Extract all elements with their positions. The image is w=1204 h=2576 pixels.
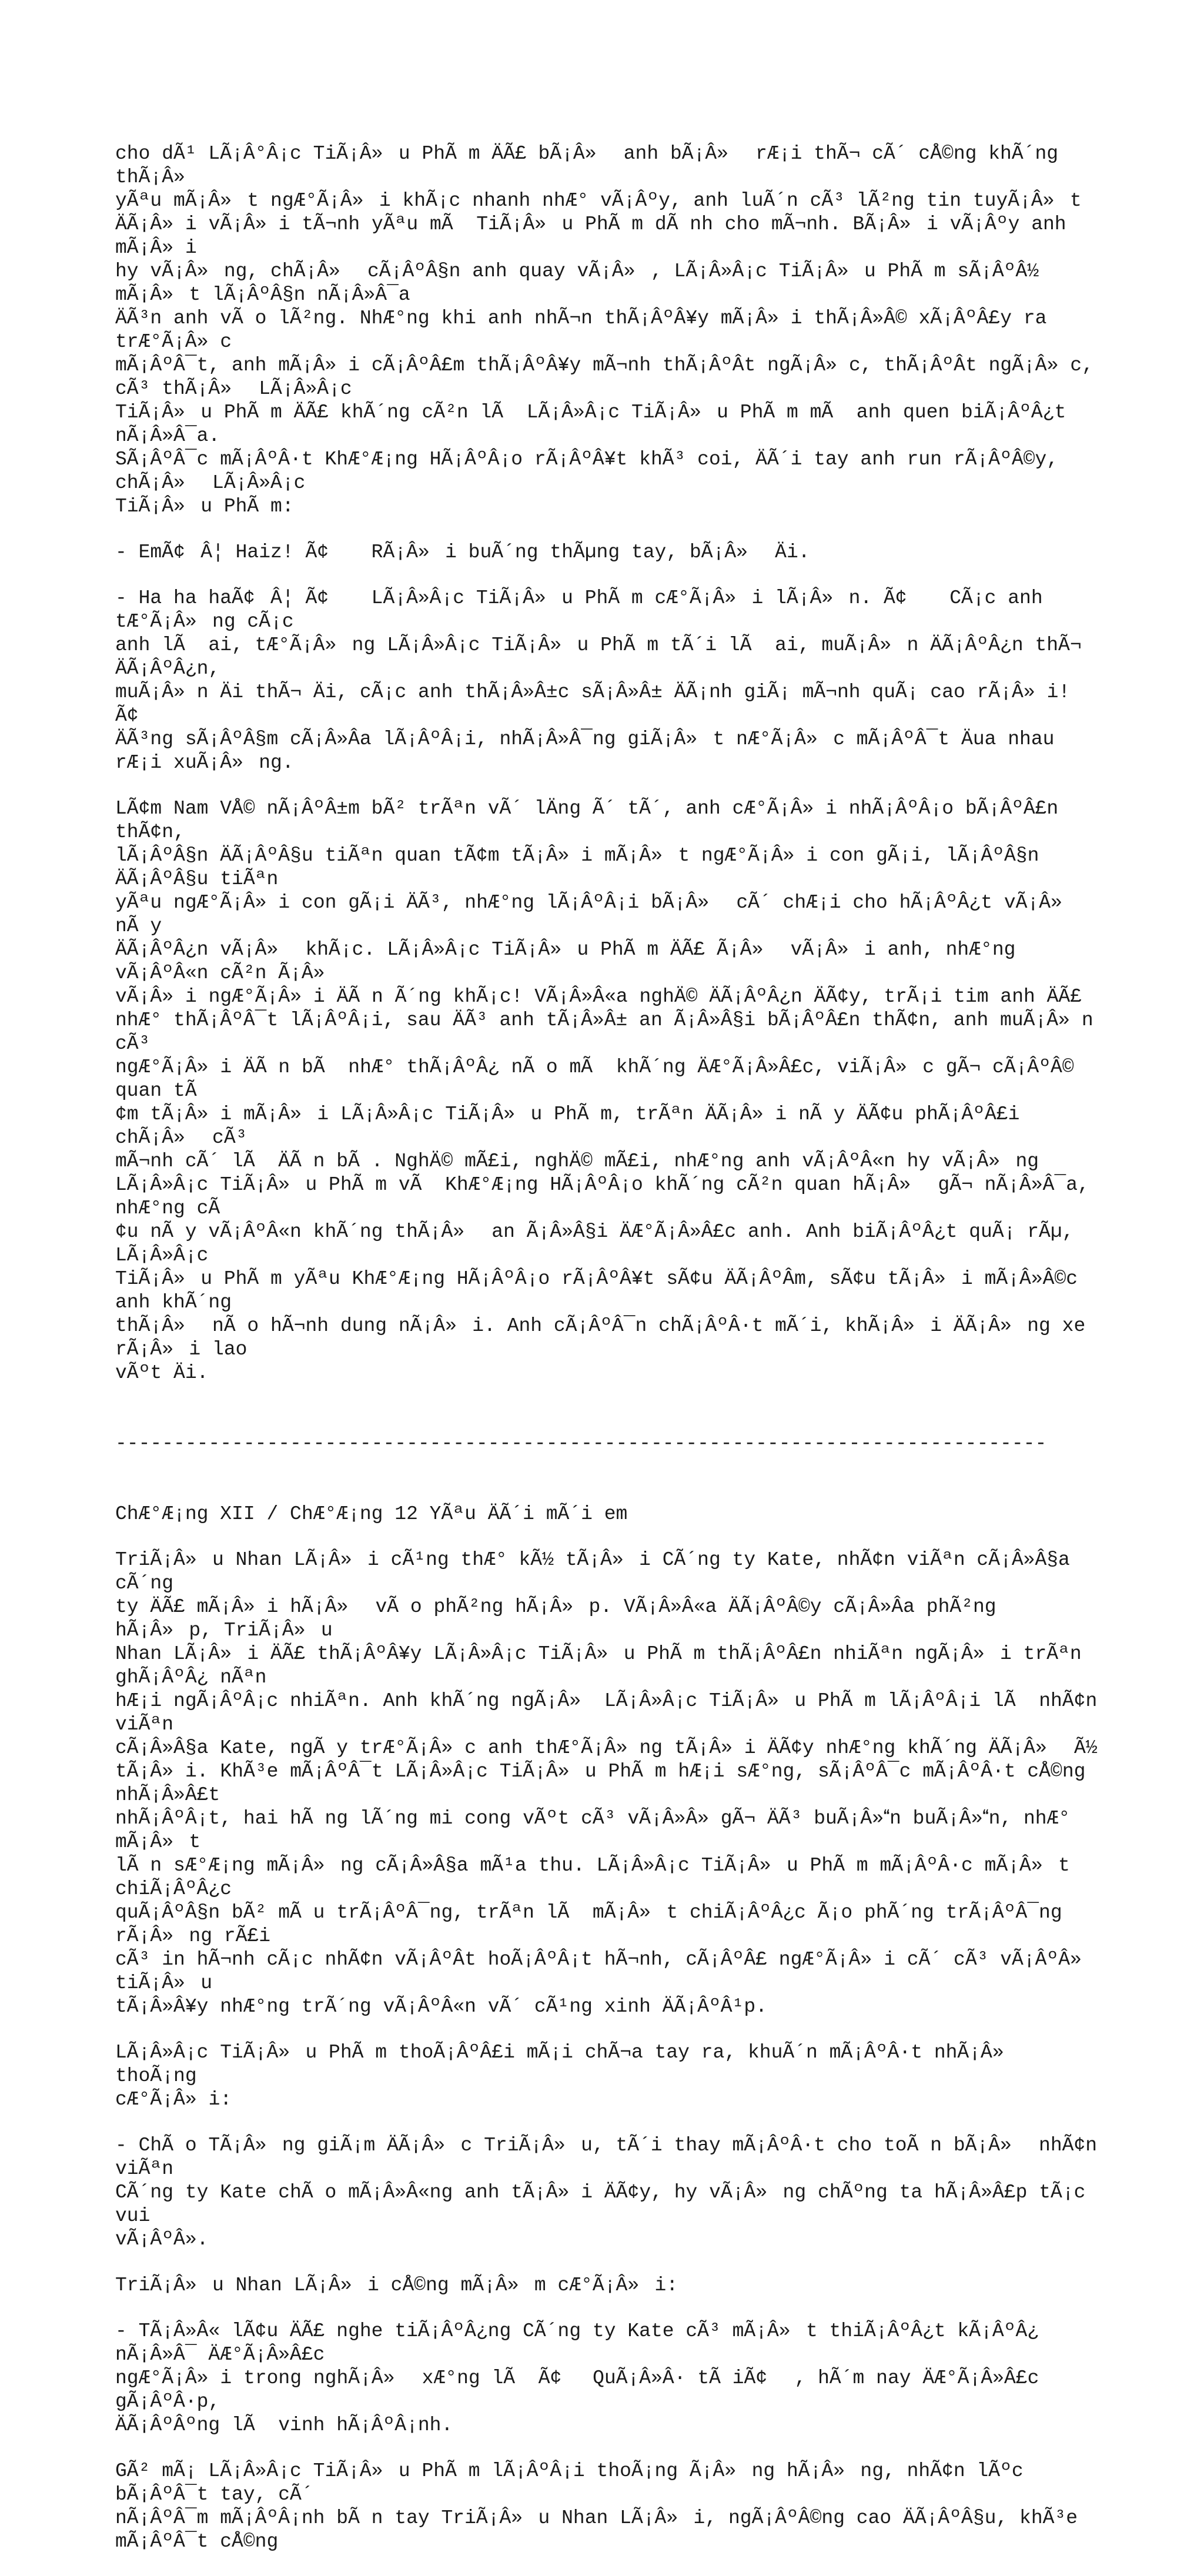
section-separator: -------------------------------------------------------------------------------- [115,1433,1047,1454]
document-page [115,142,1103,2576]
dialogue-line: - EmÃ¢Â¦ Haiz! Ã¢ RÃ¡Â»i buÃ´ng thÃµng tay, bÃ¡Â» Äi. [115,541,810,563]
dialogue-line: - Ha ha haÃ¢Â¦ Ã¢ LÃ¡Â»Â¡c TiÃ¡Â»u PhÃ m cÆ°Ã¡Â»i lÃ¡Â»n. Ã¢ CÃ¡c anh tÆ°Ã¡Â»ng cÃ¡c anh lÃ ai, tÆ°Ã¡Â»ng LÃ¡Â»Â¡c TiÃ¡Â»u PhÃ m tÃ´i lÃ ai, muÃ¡Â»n ÄÃ¡ÂºÂ¿n thÃ¬ ÄÃ¡ÂºÂ¿n, muÃ¡Â»n Äi thÃ¬ Äi, cÃ¡c anh thÃ¡Â»Â±c sÃ¡Â»Â± ÄÃ¡nh giÃ¡ mÃ¬nh quÃ¡ cao rÃ¡Â»i! Ã¢ ÄÃ³ng sÃ¡ÂºÂ§m cÃ¡Â»Âa lÃ¡ÂºÂ¡i, nhÃ¡Â»Â¯ng giÃ¡Â»t nÆ°Ã¡Â»c mÃ¡ÂºÂ¯t Äua nhau rÆ¡i xuÃ¡Â»ng. [115,587,1082,774]
paragraph: GÃ² mÃ¡ LÃ¡Â»Â¡c TiÃ¡Â»u PhÃ m lÃ¡ÂºÂ¡i thoÃ¡ng Ã¡Â»ng hÃ¡Â»ng, nhÃ¢n lÃºc bÃ¡ÂºÂ¯t tay, cÃ´ nÃ¡ÂºÂ¯m mÃ¡ÂºÂ¡nh bÃ n tay TriÃ¡Â»u Nhan LÃ¡Â»i, ngÃ¡ÂºÂ©ng cao ÄÃ¡ÂºÂ§u, khÃ³e mÃ¡ÂºÂ¯t cÅ©ng [115,2460,1078,2552]
paragraph: TriÃ¡Â»u Nhan LÃ¡Â»i cÅ©ng mÃ¡Â»m cÆ°Ã¡Â»i: [115,2274,678,2296]
paragraph: LÃ¢m Nam VÅ© nÃ¡ÂºÂ±m bÃ² trÃªn vÃ´ lÄng Ã´ tÃ´, anh cÆ°Ã¡Â»i nhÃ¡ÂºÂ¡o bÃ¡ÂºÂ£n thÃ¢n, lÃ¡ÂºÂ§n ÄÃ¡ÂºÂ§u tiÃªn quan tÃ¢m tÃ¡Â»i mÃ¡Â»t ngÆ°Ã¡Â»i con gÃ¡i, lÃ¡ÂºÂ§n ÄÃ¡ÂºÂ§u tiÃªn yÃªu ngÆ°Ã¡Â»i con gÃ¡i ÄÃ³, nhÆ°ng lÃ¡ÂºÂ¡i bÃ¡Â» cÃ´ chÆ¡i cho hÃ¡ÂºÂ¿t vÃ¡Â» nÃ y ÄÃ¡ÂºÂ¿n vÃ¡Â» khÃ¡c. LÃ¡Â»Â¡c TiÃ¡Â»u PhÃ m ÄÃ£ Ã¡Â» vÃ¡Â»i anh, nhÆ°ng vÃ¡ÂºÂ«n cÃ²n Ã¡Â» vÃ¡Â»i ngÆ°Ã¡Â»i ÄÃ n Ã´ng khÃ¡c! VÃ¡Â»Â«a nghÄ© ÄÃ¡ÂºÂ¿n ÄÃ¢y, trÃ¡i tim anh ÄÃ£ nhÆ° thÃ¡ÂºÂ¯t lÃ¡ÂºÂ¡i, sau ÄÃ³ anh tÃ¡Â»Â± an Ã¡Â»Â§i bÃ¡ÂºÂ£n thÃ¢n, anh muÃ¡Â»n cÃ³ ngÆ°Ã¡Â»i ÄÃ n bÃ nhÆ° thÃ¡ÂºÂ¿ nÃ o mÃ khÃ´ng ÄÆ°Ã¡Â»Â£c, viÃ¡Â»c gÃ¬ cÃ¡ÂºÂ© quan tÃ ¢m tÃ¡Â»i mÃ¡Â»i LÃ¡Â»Â¡c TiÃ¡Â»u PhÃ m, trÃªn ÄÃ¡Â»i nÃ y ÄÃ¢u phÃ¡ÂºÂ£i chÃ¡Â» cÃ³ mÃ¬nh cÃ´ lÃ ÄÃ n bÃ . NghÄ© mÃ£i, nghÄ© mÃ£i, nhÆ°ng anh vÃ¡ÂºÂ«n hy vÃ¡Â»ng LÃ¡Â»Â¡c TiÃ¡Â»u PhÃ m vÃ KhÆ°Æ¡ng HÃ¡ÂºÂ¡o khÃ´ng cÃ²n quan hÃ¡Â» gÃ¬ nÃ¡Â»Â¯a, nhÆ°ng cÃ ¢u nÃ y vÃ¡ÂºÂ«n khÃ´ng thÃ¡Â» an Ã¡Â»Â§i ÄÆ°Ã¡Â»Â£c anh. Anh biÃ¡ÂºÂ¿t quÃ¡ rÃµ, LÃ¡Â»Â¡c TiÃ¡Â»u PhÃ m yÃªu KhÆ°Æ¡ng HÃ¡ÂºÂ¡o rÃ¡ÂºÂ¥t sÃ¢u ÄÃ¡ÂºÂm, sÃ¢u tÃ¡Â»i mÃ¡Â»Â©c anh khÃ´ng thÃ¡Â» nÃ o hÃ¬nh dung nÃ¡Â»i. Anh cÃ¡ÂºÂ¯n chÃ¡ÂºÂ·t mÃ´i, khÃ¡Â»i ÄÃ¡Â»ng xe rÃ¡Â»i lao vÃºt Äi. [115,798,1093,1384]
paragraph: cho dÃ¹ LÃ¡Â°Â¡c TiÃ¡Â»u PhÃ m ÄÃ£ bÃ¡Â» anh bÃ¡Â» rÆ¡i thÃ¬ cÃ´ cÅ©ng khÃ´ng thÃ¡Â» yÃªu mÃ¡Â»t ngÆ°Ã¡Â»i khÃ¡c nhanh nhÆ° vÃ¡Âºy, anh luÃ´n cÃ³ lÃ²ng tin tuyÃ¡Â»t ÄÃ¡Â»i vÃ¡Â»i tÃ¬nh yÃªu mÃ TiÃ¡Â»u PhÃ m dÃ nh cho mÃ¬nh. BÃ¡Â»i vÃ¡Âºy anh mÃ¡Â»i hy vÃ¡Â»ng, chÃ¡Â» cÃ¡ÂºÂ§n anh quay vÃ¡Â», LÃ¡Â»Â¡c TiÃ¡Â»u PhÃ m sÃ¡ÂºÂ½ mÃ¡Â»t lÃ¡ÂºÂ§n nÃ¡Â»Â¯a ÄÃ³n anh vÃ o lÃ²ng. NhÆ°ng khi anh nhÃ¬n thÃ¡ÂºÂ¥y mÃ¡Â»i thÃ¡Â»Â© xÃ¡ÂºÂ£y ra trÆ°Ã¡Â»c mÃ¡ÂºÂ¯t, anh mÃ¡Â»i cÃ¡ÂºÂ£m thÃ¡ÂºÂ¥y mÃ¬nh thÃ¡ÂºÂt ngÃ¡Â»c, thÃ¡ÂºÂt ngÃ¡Â»c, cÃ³ thÃ¡Â» LÃ¡Â»Â¡c TiÃ¡Â»u PhÃ m ÄÃ£ khÃ´ng cÃ²n lÃ LÃ¡Â»Â¡c TiÃ¡Â»u PhÃ m mÃ anh quen biÃ¡ÂºÂ¿t nÃ¡Â»Â¯a. SÃ¡ÂºÂ¯c mÃ¡ÂºÂ·t KhÆ°Æ¡ng HÃ¡ÂºÂ¡o rÃ¡ÂºÂ¥t khÃ³ coi, ÄÃ´i tay anh run rÃ¡ÂºÂ©y, chÃ¡Â» LÃ¡Â»Â¡c TiÃ¡Â»u PhÃ m: [115,143,1094,517]
paragraph: LÃ¡Â»Â¡c TiÃ¡Â»u PhÃ m thoÃ¡ÂºÂ£i mÃ¡i chÃ¬a tay ra, khuÃ´n mÃ¡ÂºÂ·t nhÃ¡Â» thoÃ¡ng cÆ°Ã¡Â»i: [115,2042,1020,2110]
paragraph: TriÃ¡Â»u Nhan LÃ¡Â»i cÃ¹ng thÆ° kÃ½ tÃ¡Â»i CÃ´ng ty Kate, nhÃ¢n viÃªn cÃ¡Â»Â§a cÃ´ng ty ÄÃ£ mÃ¡Â»i hÃ¡Â» vÃ o phÃ²ng hÃ¡Â»p. VÃ¡Â»Â«a ÄÃ¡ÂºÂ©y cÃ¡Â»Âa phÃ²ng hÃ¡Â»p, TriÃ¡Â»u Nhan LÃ¡Â»i ÄÃ£ thÃ¡ÂºÂ¥y LÃ¡Â»Â¡c TiÃ¡Â»u PhÃ m thÃ¡ÂºÂ£n nhiÃªn ngÃ¡Â»i trÃªn ghÃ¡ÂºÂ¿ nÃªn hÆ¡i ngÃ¡ÂºÂ¡c nhiÃªn. Anh khÃ´ng ngÃ¡Â» LÃ¡Â»Â¡c TiÃ¡Â»u PhÃ m lÃ¡ÂºÂ¡i lÃ nhÃ¢n viÃªn cÃ¡Â»Â§a Kate, ngÃ y trÆ°Ã¡Â»c anh thÆ°Ã¡Â»ng tÃ¡Â»i ÄÃ¢y nhÆ°ng khÃ´ng ÄÃ¡Â» Ã½ tÃ¡Â»i. KhÃ³e mÃ¡ÂºÂ¯t LÃ¡Â»Â¡c TiÃ¡Â»u PhÃ m hÆ¡i sÆ°ng, sÃ¡ÂºÂ¯c mÃ¡ÂºÂ·t cÅ©ng nhÃ¡Â»Â£t nhÃ¡ÂºÂ¡t, hai hÃ ng lÃ´ng mi cong vÃºt cÃ³ vÃ¡Â»Â» gÃ¬ ÄÃ³ buÃ¡Â»n buÃ¡Â»n, nhÆ° mÃ¡Â»t lÃ n sÆ°Æ¡ng mÃ¡Â»ng cÃ¡Â»Â§a mÃ¹a thu. LÃ¡Â»Â¡c TiÃ¡Â»u PhÃ m mÃ¡ÂºÂ·c mÃ¡Â»t chiÃ¡ÂºÂ¿c quÃ¡ÂºÂ§n bÃ² mÃ u trÃ¡ÂºÂ¯ng, trÃªn lÃ mÃ¡Â»t chiÃ¡ÂºÂ¿c Ã¡o phÃ´ng trÃ¡ÂºÂ¯ng rÃ¡Â»ng rÃ£i cÃ³ in hÃ¬nh cÃ¡c nhÃ¢n vÃ¡ÂºÂt hoÃ¡ÂºÂ¡t hÃ¬nh, cÃ¡ÂºÂ£ ngÆ°Ã¡Â»i cÃ´ cÃ³ vÃ¡ÂºÂ» tiÃ¡Â»u tÃ¡Â»Â¥y nhÆ°ng trÃ´ng vÃ¡ÂºÂ«n vÃ´ cÃ¹ng xinh ÄÃ¡ÂºÂ¹p. [115,1549,1098,2018]
chapter-title: ChÆ°Æ¡ng XII / ChÆ°Æ¡ng 12 YÃªu ÄÃ´i mÃ´i em [115,1503,628,1525]
dialogue-line: - TÃ¡Â»Â« lÃ¢u ÄÃ£ nghe tiÃ¡ÂºÂ¿ng CÃ´ng ty Kate cÃ³ mÃ¡Â»t thiÃ¡ÂºÂ¿t kÃ¡ÂºÂ¿ nÃ¡Â»Â¯ ÄÆ°Ã¡Â»Â£c ngÆ°Ã¡Â»i trong nghÃ¡Â» xÆ°ng lÃ Ã¢QuÃ¡Â»Â· tÃ iÃ¢, hÃ´m nay ÄÆ°Ã¡Â»Â£c gÃ¡ÂºÂ·p, ÄÃ¡ÂºÂºng lÃ vinh hÃ¡ÂºÂ¡nh. [115,2320,1039,2436]
dialogue-line: - ChÃ o TÃ¡Â»ng giÃ¡m ÄÃ¡Â»c TriÃ¡Â»u, tÃ´i thay mÃ¡ÂºÂ·t cho toÃ n bÃ¡Â» nhÃ¢n viÃªn CÃ´ng ty Kate chÃ o mÃ¡Â»Â«ng anh tÃ¡Â»i ÄÃ¢y, hy vÃ¡Â»ng chÃºng ta hÃ¡Â»Â£p tÃ¡c vui vÃ¡ÂºÂ». [115,2135,1098,2250]
